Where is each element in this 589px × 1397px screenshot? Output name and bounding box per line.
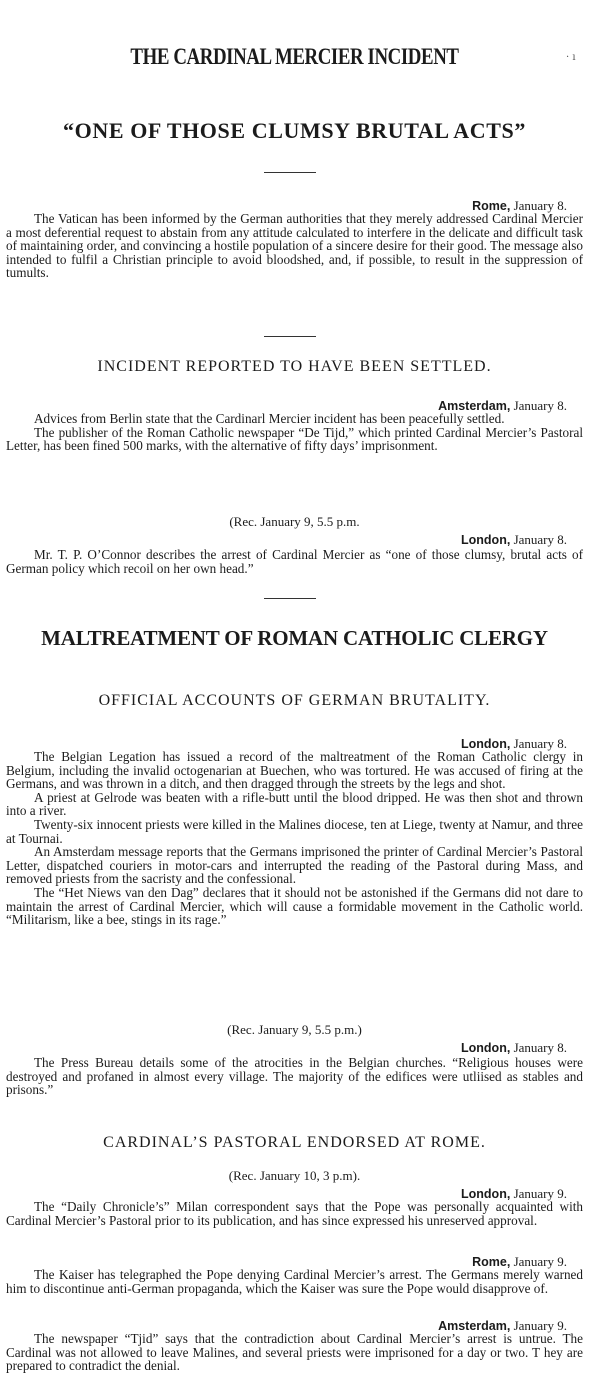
print-speck: · ı: [566, 52, 576, 63]
quote-headline: “ONE OF THOSE CLUMSY BRUTAL ACTS”: [63, 118, 526, 143]
section-subtitle-german-brutality: OFFICIAL ACCOUNTS OF GERMAN BRUTALITY.: [98, 692, 491, 709]
divider-rule: [264, 598, 316, 599]
paragraph: The Belgian Legation has issued a record of the maltreatment of the Roman Catholic clergy in Belgium, including the invalid octogenarian at Buechen, who was tortured. He was accused of firing at the Germans, and was thrown in a ditch, and then dragged through the streets by the legs and shot.: [6, 749, 583, 792]
article-kaiser: [6, 1268, 583, 1295]
paragraph: Mr. T. P. O’Connor describes the arrest of Cardinal Mercier as “one of those clumsy, brutal acts of German policy which recoil on her own head.”: [6, 547, 583, 576]
headline: THE CARDINAL MERCIER INCIDENT: [130, 44, 459, 69]
received-note: (Rec. January 9, 5.5 p.m.): [227, 1022, 362, 1037]
article-incident-settled: [6, 412, 583, 453]
dateline-london-jan8: London, January 8.: [461, 532, 567, 547]
dateline-london-jan9: London, January 9.: [461, 1186, 567, 1201]
section-title-pastoral-endorsed: CARDINAL’S PASTORAL ENDORSED AT ROME.: [103, 1134, 486, 1151]
paragraph: The publisher of the Roman Catholic newspaper “De Tijd,” which printed Cardinal Mercier’s Pastoral Letter, has been fined 500 marks, with the alternative of fifty days’ imprisonment.: [6, 424, 583, 454]
article-oconnor: [6, 548, 583, 575]
paragraph: Advices from Berlin state that the Cardinarl Mercier incident has been peacefully settled.: [34, 411, 505, 426]
dateline-amsterdam-jan8: Amsterdam, January 8.: [438, 398, 567, 413]
paragraph: The “Het Niews van den Dag” declares that it should not be astonished if the Germans did not dare to maintain the arrest of Cardinal Mercier, which will cause a formidable movement in the Catholic world. “Militarism, like a bee, stings in its rage.”: [6, 884, 583, 928]
divider-rule: [264, 336, 316, 337]
paragraph: The Vatican has been informed by the German authorities that they merely addressed Cardinal Mercier a most deferential request to abstain from any attitude calculated to interfere in the delicate and difficult task of maintaining order, and convincing a hostile population of a sincere desire for their good. The message also intended to fulfil a Christian principle to avoid bloodshed, and, if possible, to result in the suppression of tumults.: [6, 211, 583, 281]
article-pastoral-endorsed: [6, 1200, 583, 1227]
section-title-maltreatment: MALTREATMENT OF ROMAN CATHOLIC CLERGY: [41, 626, 548, 650]
dateline-london-jan8: London, January 8.: [461, 1040, 567, 1055]
paragraph: An Amsterdam message reports that the Germans imprisoned the printer of Cardinal Mercier’s Pastoral Letter, dispatched couriers in motor-cars and interrupted the reading of the Pastoral during Mass, and removed priests from the sacristy and the confessional.: [6, 844, 583, 887]
article-tijd: [6, 1332, 583, 1373]
dateline-rome-jan9: Rome, January 9.: [472, 1254, 567, 1269]
article-rome-jan8: [6, 212, 583, 280]
paragraph: The Press Bureau details some of the atrocities in the Belgian churches. “Religious houses were destroyed and profaned in almost every village. The majority of the edifices were utliised as stables and prisons.”: [6, 1055, 583, 1098]
divider-rule: [264, 172, 316, 173]
dateline-amsterdam-jan9: Amsterdam, January 9.: [438, 1318, 567, 1333]
paragraph: The Kaiser has telegraphed the Pope denying Cardinal Mercier’s arrest. The Germans merely warned him to discontinue anti-German propaganda, which the Kaiser was sure the Pope would disapprove of.: [6, 1267, 583, 1296]
article-press-bureau: [6, 1056, 583, 1097]
received-note: (Rec. January 10, 3 p.m).: [228, 1168, 361, 1183]
paragraph: Twenty-six innocent priests were killed in the Malines diocese, ten at Liege, twenty at Namur, and three at Tournai.: [6, 816, 583, 846]
dateline-rome-jan8: Rome, January 8.: [472, 198, 567, 213]
paragraph: The newspaper “Tjid” says that the contradiction about Cardinal Mercier’s arrest is untrue. The Cardinal was not allowed to leave Malines, and several priests were imprisoned for a day or two. T hey are prepared to contradict the denial.: [6, 1331, 583, 1374]
paragraph: A priest at Gelrode was beaten with a rifle-butt until the blood dripped. He was then shot and thrown into a river.: [6, 789, 583, 819]
paragraph: The “Daily Chronicle’s” Milan correspondent says that the Pope was personally acquainted with Cardinal Mercier’s Pastoral prior to its publication, and has since expressed his unreserved approval.: [6, 1199, 583, 1228]
section-title-incident-settled: INCIDENT REPORTED TO HAVE BEEN SETTLED.: [97, 358, 492, 375]
dateline-london-jan8: London, January 8.: [461, 736, 567, 751]
article-maltreatment: [6, 750, 583, 927]
received-note: (Rec. January 9, 5.5 p.m.: [229, 514, 360, 529]
